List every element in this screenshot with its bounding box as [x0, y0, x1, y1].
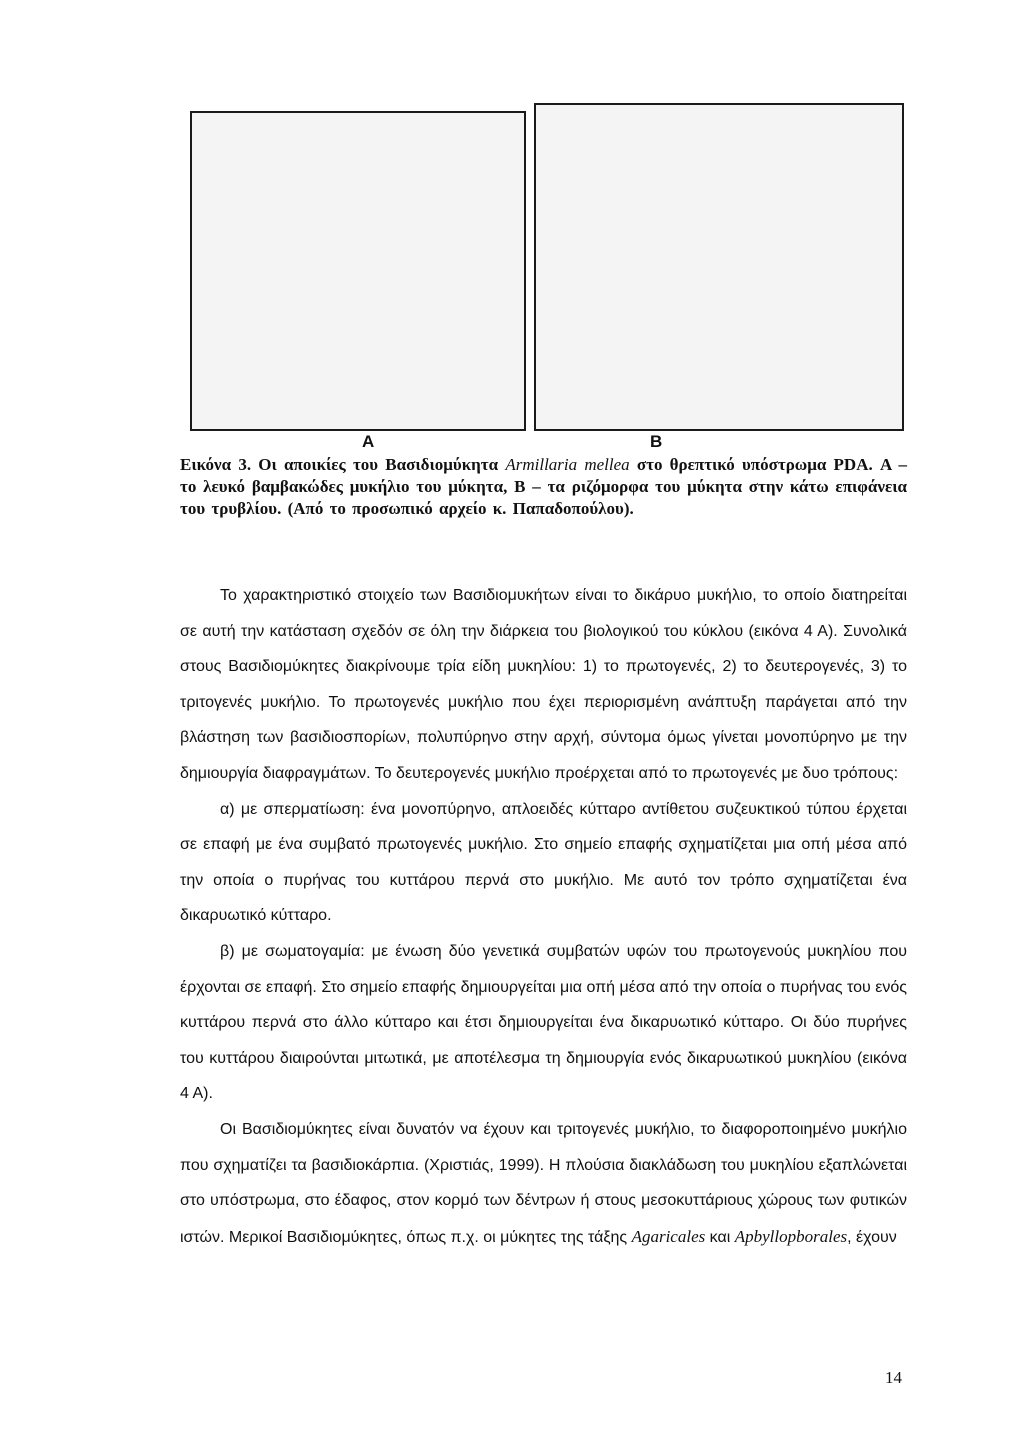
panel-a-label: Α [362, 432, 375, 451]
caption-text-start: Εικόνα 3. Οι αποικίες του Βασιδιομύκητα [180, 455, 506, 474]
photo-panel-b [534, 103, 904, 431]
caption-text-end: στο θρεπτικό υπόστρωμα PDA. Α – το λευκό βαμβακώδες μυκήλιο του μύκητα, Β – τα ριζόμορφα του μύκητα στην κάτω επιφάνεια του τρυβλίου. (Από το προσωπικό αρχείο κ. Παπαδοπούλου). [180, 455, 907, 518]
taxon-apbyllopborales: Apbyllopborales [734, 1226, 848, 1246]
panel-b-label: Β [650, 432, 663, 451]
paragraph-4-text: Οι Βασιδιομύκητες είναι δυνατόν να έχουν και τριτογενές μυκήλιο, το διαφοροποιημένο μυκήλιο που σχηματίζει τα βασιδιοκάρπια. (Χριστιάς, 1999). Η πλούσια διακλάδωση του μυκηλίου εξαπλώνεται στο υπόστρωμα, στο έδαφος, στον κορμό των δέντρων ή στους μεσοκυττάριους χώρους των φυτικών ιστών. Μερικοί Βασιδιομύκητες, όπως π.χ. οι μύκητες της τάξης [180, 1120, 907, 1246]
paragraph-1: Το χαρακτηριστικό στοιχείο των Βασιδιομυκήτων είναι το δικάρυο μυκήλιο, το οποίο διατηρείται σε αυτή την κατάσταση σχεδόν σε όλη την διάρκεια του βιολογικού του κύκλου (εικόνα 4 Α). Συνολικά στους Βασιδιομύκητες διακρίνουμε τρία είδη μυκηλίου: 1) το πρωτογενές, 2) το δευτερογενές, 3) το τριτογενές μυκήλιο. Το πρωτογενές μυκήλιο που έχει περιορισμένη ανάπτυξη παράγεται από την βλάστηση των βασιδιοσπορίων, πολυπύρηνο στην αρχή, σύντομα όμως γίνεται μονοπύρηνο με την δημιουργία διαφραγμάτων. Το δευτερογενές μυκήλιο προέρχεται από το πρωτογενές με δυο τρόπους: [180, 587, 907, 782]
caption-species-name: Armillaria mellea [505, 455, 630, 474]
page-number: 14 [885, 1368, 902, 1387]
taxon-agaricales: Agaricales [631, 1226, 706, 1246]
paragraph-4-end: , έχουν [847, 1228, 897, 1246]
photo-panel-a [190, 111, 526, 431]
figure-caption [180, 454, 907, 520]
figure-3 [190, 103, 904, 433]
paragraph-3: β) με σωματογαμία: με ένωση δύο γενετικά συμβατών υφών του πρωτογενούς μυκηλίου που έρχονται σε επαφή. Στο σημείο επαφής δημιουργείται μια οπή μέσα από την οποία ο πυρήνας του ενός κυττάρου περνά στο άλλο κύτταρο και έτσι δημιουργείται ένα δικαρυωτικό κύτταρο. Οι δύο πυρήνες του κυττάρου διαιρούνται μιτωτικά, με αποτέλεσμα τη δημιουργία ενός δικαρυωτικού μυκηλίου (εικόνα 4 Α). [180, 942, 907, 1103]
paragraph-4 [180, 1112, 907, 1255]
conjunction: και [705, 1228, 735, 1246]
paragraph-2: α) με σπερματίωση: ένα μονοπύρηνο, απλοειδές κύτταρο αντίθετου συζευκτικού τύπου έρχεται σε επαφή με ένα συμβατό πρωτογενές μυκήλιο. Στο σημείο επαφής σχηματίζεται μια οπή μέσα από την οποία ο πυρήνας του κυττάρου περνά στο μυκήλιο. Με αυτό τον τρόπο σχηματίζεται ένα δικαρυωτικό κύτταρο. [180, 800, 907, 925]
body-text [180, 578, 907, 1255]
